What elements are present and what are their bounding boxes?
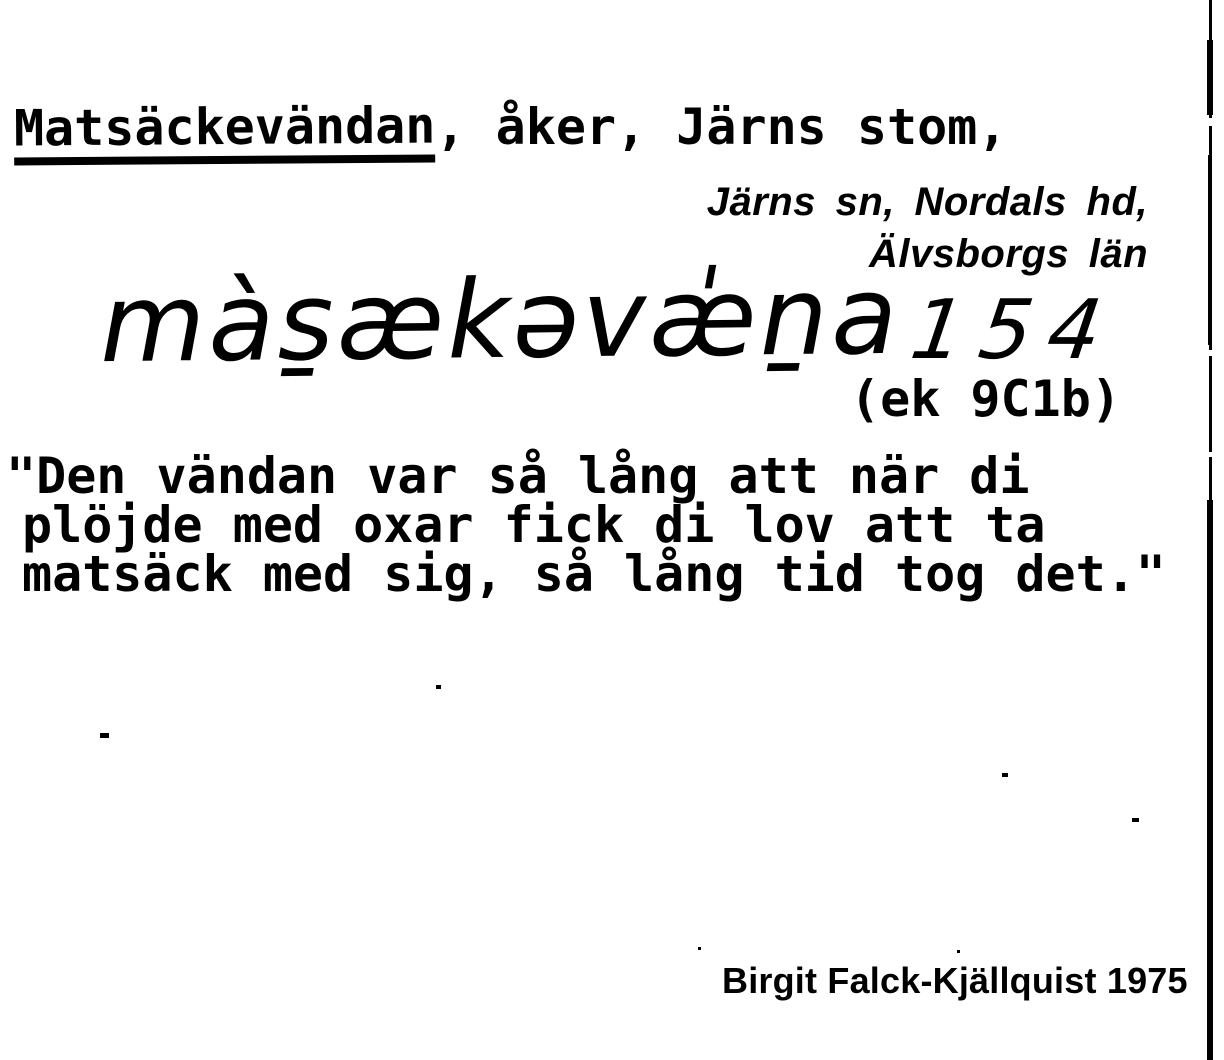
district-line-county: Älvsborgs län xyxy=(868,232,1148,276)
noise-speck xyxy=(1132,818,1139,822)
headline-rest: , åker, Järns stom, xyxy=(435,98,1008,156)
place-name: Matsäckevändan xyxy=(14,102,436,166)
quote-line-3: matsäck med sig, så lång tid tog det." xyxy=(22,545,1166,603)
headline xyxy=(13,96,1008,164)
archive-number: 154 xyxy=(905,283,1124,378)
scan-edge-line-segment xyxy=(1208,155,1212,345)
noise-speck xyxy=(1002,773,1008,777)
scan-edge-line-segment xyxy=(1207,500,1213,1060)
scan-edge-line-segment xyxy=(1207,40,1213,115)
quote-line-2: plöjde med oxar fick di lov att ta xyxy=(22,496,1046,554)
collector-signature: Birgit Falck-Kjällquist 1975 xyxy=(722,960,1188,1001)
noise-speck xyxy=(436,685,441,689)
scan-edge-gap xyxy=(1208,118,1216,126)
quote-line-1: "Den vändan var så lång att när di xyxy=(6,447,1030,505)
noise-speck xyxy=(100,733,109,738)
scan-edge-gap xyxy=(1208,452,1216,457)
noise-speck xyxy=(698,947,701,950)
quotation-block xyxy=(6,447,1166,603)
district-line-parish-hundred: Järns sn, Nordals hd, xyxy=(706,180,1148,224)
noise-speck xyxy=(957,950,960,953)
scan-edge-gap xyxy=(1208,350,1216,356)
map-reference: (ek 9C1b) xyxy=(850,370,1121,428)
phonetic-transcription: màs̱ækəvæ̍ṉa xyxy=(99,253,901,388)
